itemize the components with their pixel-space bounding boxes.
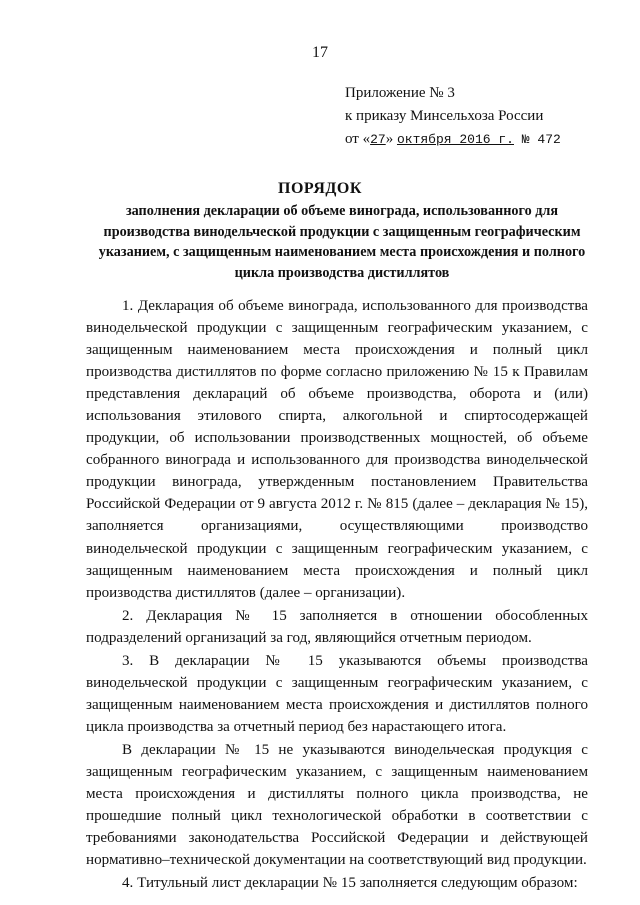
appendix-order-ref: к приказу Минсельхоза России <box>345 108 544 124</box>
appendix-date-line <box>345 128 561 151</box>
document-body <box>86 295 588 894</box>
paragraph-3: 3. В декларации № 15 указываются объемы производства винодельческой продукции с защищенным географическим указанием, с защищенным наименованием места происхождения и дистиллятов полного цикла производства за отчетный период без нарастающего итога. <box>86 652 588 735</box>
date-day: 27 <box>370 132 386 147</box>
date-month-year: октября 2016 г. <box>396 132 514 147</box>
appendix-title: Приложение № 3 <box>345 85 455 101</box>
order-number-prefix: № <box>514 132 538 147</box>
document-title: ПОРЯДОК <box>278 180 362 197</box>
page-number: 17 <box>312 44 328 61</box>
order-number: 472 <box>537 132 561 147</box>
date-prefix: от « <box>345 131 371 147</box>
paragraph-2: 2. Декларация № 15 заполняется в отношении обособленных подразделений организаций за год, являющийся отчетным периодом. <box>86 607 588 646</box>
document-subtitle: заполнения декларации об объеме винограда, использованного для производства винодельческой продукции с защищенным географическим указанием, с защищенным наименованием места происхождения и полного цикла производства дистиллятов <box>98 203 586 281</box>
paragraph-1: 1. Декларация об объеме винограда, использованного для производства винодельческой продукции с защищенным географическим указанием, с защищенным наименованием места происхождения и полный цикл производства дистиллятов по форме согласно приложению № 15 к Правилам представления деклараций об объеме производства, оборота и (или) использования этилового спирта, алкогольной и спиртосодержащей продукции, об использовании производственных мощностей, об объеме собранного винограда и использованного для производства винодельческой продукции винограда, утвержденным постановлением Правительства Российской Федерации от 9 августа 2012 г. № 815 (далее – декларация № 15), заполняется организациями, осуществляющими производство винодельческой продукции с защищенным географическим указанием, с защищенным наименованием места происхождения и полный цикл производства дистиллятов (далее – организации). <box>86 298 588 601</box>
appendix-header <box>345 82 561 151</box>
paragraph-4: 4. Титульный лист декларации № 15 заполняется следующим образом: <box>122 875 578 892</box>
date-mid: » <box>385 131 397 147</box>
paragraph-3b: В декларации № 15 не указываются винодельческая продукция с защищенным географическим указанием, с защищенным наименованием места происхождения и дистилляты полного цикла производства, не прошедшие полный цикл технологической обработки в соответствии с требованиями законодательства Российской Федерации и действующей нормативно–технической документации на соответствующий вид продукции. <box>86 741 588 869</box>
